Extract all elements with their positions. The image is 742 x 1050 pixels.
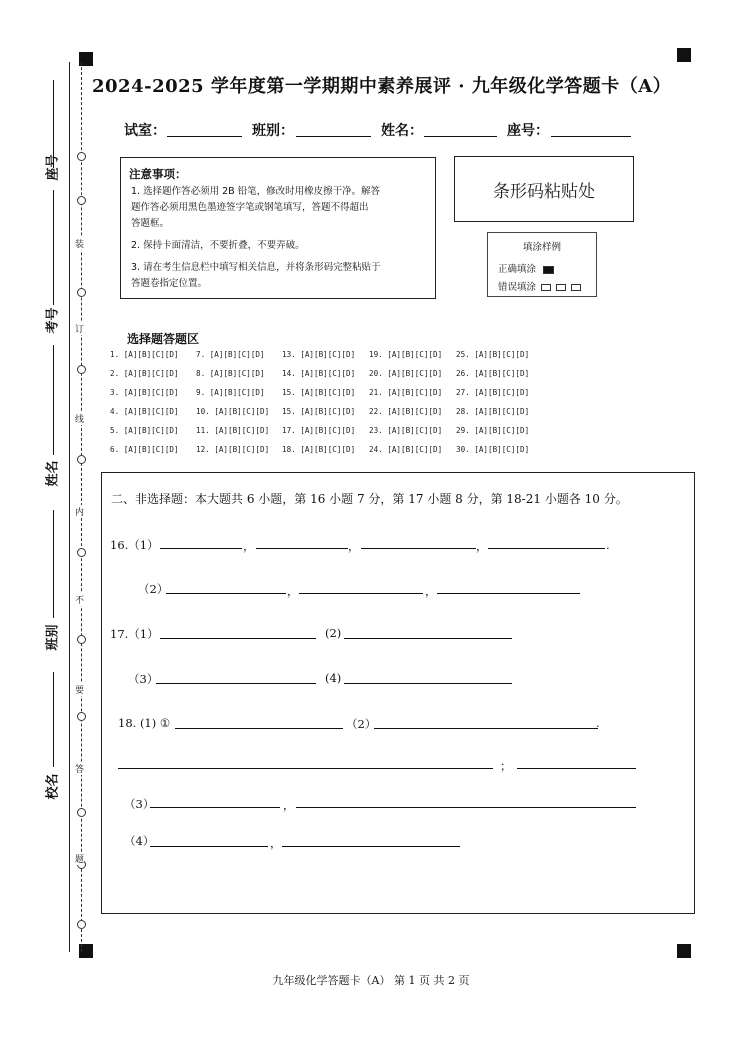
mc-question-item[interactable]: 10. [A][B][C][D]	[196, 407, 270, 416]
side-label-class: 班别	[45, 624, 61, 651]
mc-question-item[interactable]: 1. [A][B][C][D]	[110, 350, 179, 359]
check-bubble-icon	[541, 284, 551, 291]
comma: ，	[348, 539, 360, 553]
q17-2-label: (2)	[325, 626, 342, 640]
q17-3-blank[interactable]	[156, 683, 316, 684]
mc-question-item[interactable]: 13. [A][B][C][D]	[282, 350, 356, 359]
mc-question-item[interactable]: 28. [A][B][C][D]	[456, 407, 530, 416]
comma: ，	[425, 584, 437, 598]
mc-question-item[interactable]: 11. [A][B][C][D]	[196, 426, 270, 435]
binding-hole-icon	[77, 635, 86, 644]
page-title: 2024-2025 学年度第一学期期中素养展评 · 九年级化学答题卡（A）	[92, 76, 672, 97]
q18-4-blank-a[interactable]	[150, 846, 268, 847]
mc-question-item[interactable]: 15. [A][B][C][D]	[282, 407, 356, 416]
binding-hole-icon	[77, 808, 86, 817]
room-label: 试室：	[124, 123, 166, 139]
side-label-exam-no: 考号	[45, 307, 61, 334]
q17-4-label: (4)	[325, 671, 342, 685]
mc-question-item[interactable]: 15. [A][B][C][D]	[282, 388, 356, 397]
q16-1-blank-d[interactable]	[488, 548, 605, 549]
page-footer: 九年级化学答题卡（A） 第 1 页 共 2 页	[272, 974, 470, 987]
comma: ，	[270, 836, 282, 850]
notice-line: 3. 请在考生信息栏中填写相关信息，并将条形码完整粘贴于	[131, 262, 381, 273]
name-field[interactable]	[424, 136, 497, 137]
binding-char: 题	[75, 852, 84, 865]
notice-line: 答题卷指定位置。	[131, 278, 208, 289]
q16-1-blank-b[interactable]	[256, 548, 348, 549]
notice-line: 1. 选择题作答必须用 2B 铅笔，修改时用橡皮擦干净。解答	[131, 186, 381, 197]
mc-question-item[interactable]: 25. [A][B][C][D]	[456, 350, 530, 359]
comma: ，	[287, 584, 299, 598]
binding-hole-icon	[77, 196, 86, 205]
q18-4-blank-b[interactable]	[282, 846, 460, 847]
binding-hole-icon	[77, 365, 86, 374]
side-fill-seat[interactable]	[53, 80, 54, 168]
choice-section-title: 选择题答题区	[127, 332, 200, 346]
q18-2-blank-cont[interactable]	[118, 768, 493, 769]
class-field[interactable]	[296, 136, 371, 137]
mc-question-item[interactable]: 14. [A][B][C][D]	[282, 369, 356, 378]
q18-1-blank[interactable]	[175, 728, 343, 729]
q17-1-blank[interactable]	[160, 638, 316, 639]
side-fill-exam-no[interactable]	[53, 190, 54, 305]
cross-bubble-icon	[556, 284, 566, 291]
q16-2-label: （2）	[138, 582, 169, 596]
notice-title: 注意事项：	[129, 167, 187, 181]
q16-2-blank-a[interactable]	[166, 593, 286, 594]
mc-question-item[interactable]: 4. [A][B][C][D]	[110, 407, 179, 416]
seat-label: 座号：	[507, 123, 549, 139]
barcode-area[interactable]: 条形码粘贴处	[454, 156, 634, 222]
q16-2-blank-b[interactable]	[299, 593, 423, 594]
q18-4-label: （4）	[124, 834, 155, 848]
mc-question-item[interactable]: 23. [A][B][C][D]	[369, 426, 443, 435]
mc-question-item[interactable]: 26. [A][B][C][D]	[456, 369, 530, 378]
side-label-school: 校名	[45, 773, 61, 800]
mc-question-item[interactable]: 9. [A][B][C][D]	[196, 388, 265, 397]
class-label: 班别：	[252, 123, 294, 139]
notice-line: 2. 保持卡面清洁，不要折叠，不要弄破。	[131, 240, 305, 251]
dot-bubble-icon	[571, 284, 581, 291]
binding-char: 线	[75, 412, 84, 425]
fill-correct-label: 正确填涂	[498, 264, 537, 275]
binding-char: 要	[75, 683, 84, 696]
registration-mark-br	[677, 944, 691, 958]
q17-label: 17.（1）	[110, 627, 159, 641]
fill-wrong-label: 错误填涂	[498, 282, 537, 293]
side-fill-name[interactable]	[53, 345, 54, 455]
q18-label: 18. (1) ①	[118, 716, 171, 730]
side-fill-school[interactable]	[53, 672, 54, 767]
notice-line: 答题框。	[131, 218, 170, 229]
period: .	[606, 538, 610, 552]
mc-question-item[interactable]: 6. [A][B][C][D]	[110, 445, 179, 454]
binding-hole-icon	[77, 548, 86, 557]
comma: ，	[283, 798, 295, 812]
period: .	[596, 716, 600, 730]
fill-correct-row	[498, 261, 554, 275]
mc-question-item[interactable]: 12. [A][B][C][D]	[196, 445, 270, 454]
mc-question-item[interactable]: 22. [A][B][C][D]	[369, 407, 443, 416]
mc-question-item[interactable]: 24. [A][B][C][D]	[369, 445, 443, 454]
binding-hole-icon	[77, 920, 86, 929]
binding-char: 装	[75, 237, 84, 250]
seat-field[interactable]	[551, 136, 631, 137]
q17-4-blank[interactable]	[344, 683, 512, 684]
name-label: 姓名：	[381, 123, 423, 139]
q16-2-blank-c[interactable]	[437, 593, 580, 594]
registration-mark-tr	[677, 48, 691, 62]
q18-2-label: （2）	[346, 717, 377, 731]
notice-line: 题作答必须用黑色墨迹签字笔或钢笔填写，答题不得超出	[131, 202, 369, 213]
mc-question-item[interactable]: 17. [A][B][C][D]	[282, 426, 356, 435]
mc-question-item[interactable]: 5. [A][B][C][D]	[110, 426, 179, 435]
mc-question-item[interactable]: 30. [A][B][C][D]	[456, 445, 530, 454]
mc-question-item[interactable]: 3. [A][B][C][D]	[110, 388, 179, 397]
q17-2-blank[interactable]	[344, 638, 512, 639]
q16-label: 16.（1）	[110, 538, 159, 552]
side-label-seat: 座号	[45, 154, 61, 181]
comma: ，	[243, 539, 255, 553]
q18-2-blank-end[interactable]	[517, 768, 636, 769]
mc-question-item[interactable]: 2. [A][B][C][D]	[110, 369, 179, 378]
semicolon: ；	[500, 759, 512, 773]
q17-3-label: （3）	[128, 672, 159, 686]
q16-1-blank-c[interactable]	[361, 548, 476, 549]
binding-hole-icon	[77, 152, 86, 161]
binding-hole-icon	[77, 288, 86, 297]
fill-example-box	[487, 232, 597, 297]
side-fill-class[interactable]	[53, 510, 54, 618]
binding-char: 不	[75, 593, 84, 606]
notice-box	[120, 157, 436, 299]
binding-hole-icon	[77, 712, 86, 721]
binding-char: 答	[75, 762, 84, 775]
mc-question-item[interactable]: 7. [A][B][C][D]	[196, 350, 265, 359]
q18-3-blank-a[interactable]	[150, 807, 280, 808]
mc-question-item[interactable]: 21. [A][B][C][D]	[369, 388, 443, 397]
filled-bubble-icon	[543, 266, 554, 274]
q18-3-blank-b[interactable]	[296, 807, 636, 808]
mc-question-item[interactable]: 19. [A][B][C][D]	[369, 350, 443, 359]
comma: ，	[476, 539, 488, 553]
q18-2-blank[interactable]	[374, 728, 598, 729]
mc-question-item[interactable]: 27. [A][B][C][D]	[456, 388, 530, 397]
binding-border-line	[69, 62, 70, 952]
mc-question-item[interactable]: 18. [A][B][C][D]	[282, 445, 356, 454]
binding-char: 订	[75, 322, 84, 335]
mc-question-item[interactable]: 8. [A][B][C][D]	[196, 369, 265, 378]
room-field[interactable]	[167, 136, 242, 137]
mc-question-item[interactable]: 20. [A][B][C][D]	[369, 369, 443, 378]
fill-wrong-row	[498, 279, 581, 293]
mc-question-item[interactable]: 29. [A][B][C][D]	[456, 426, 530, 435]
fill-example-title: 填涂样例	[522, 242, 561, 253]
q16-1-blank-a[interactable]	[160, 548, 242, 549]
binding-char: 内	[75, 505, 84, 518]
section2-title: 二、非选择题：本大题共 6 小题，第 16 小题 7 分，第 17 小题 8 分，第 18-21 小题各 10 分。	[111, 492, 628, 506]
q18-3-label: （3）	[124, 797, 155, 811]
side-label-name: 姓名	[45, 460, 61, 487]
binding-hole-icon	[77, 455, 86, 464]
